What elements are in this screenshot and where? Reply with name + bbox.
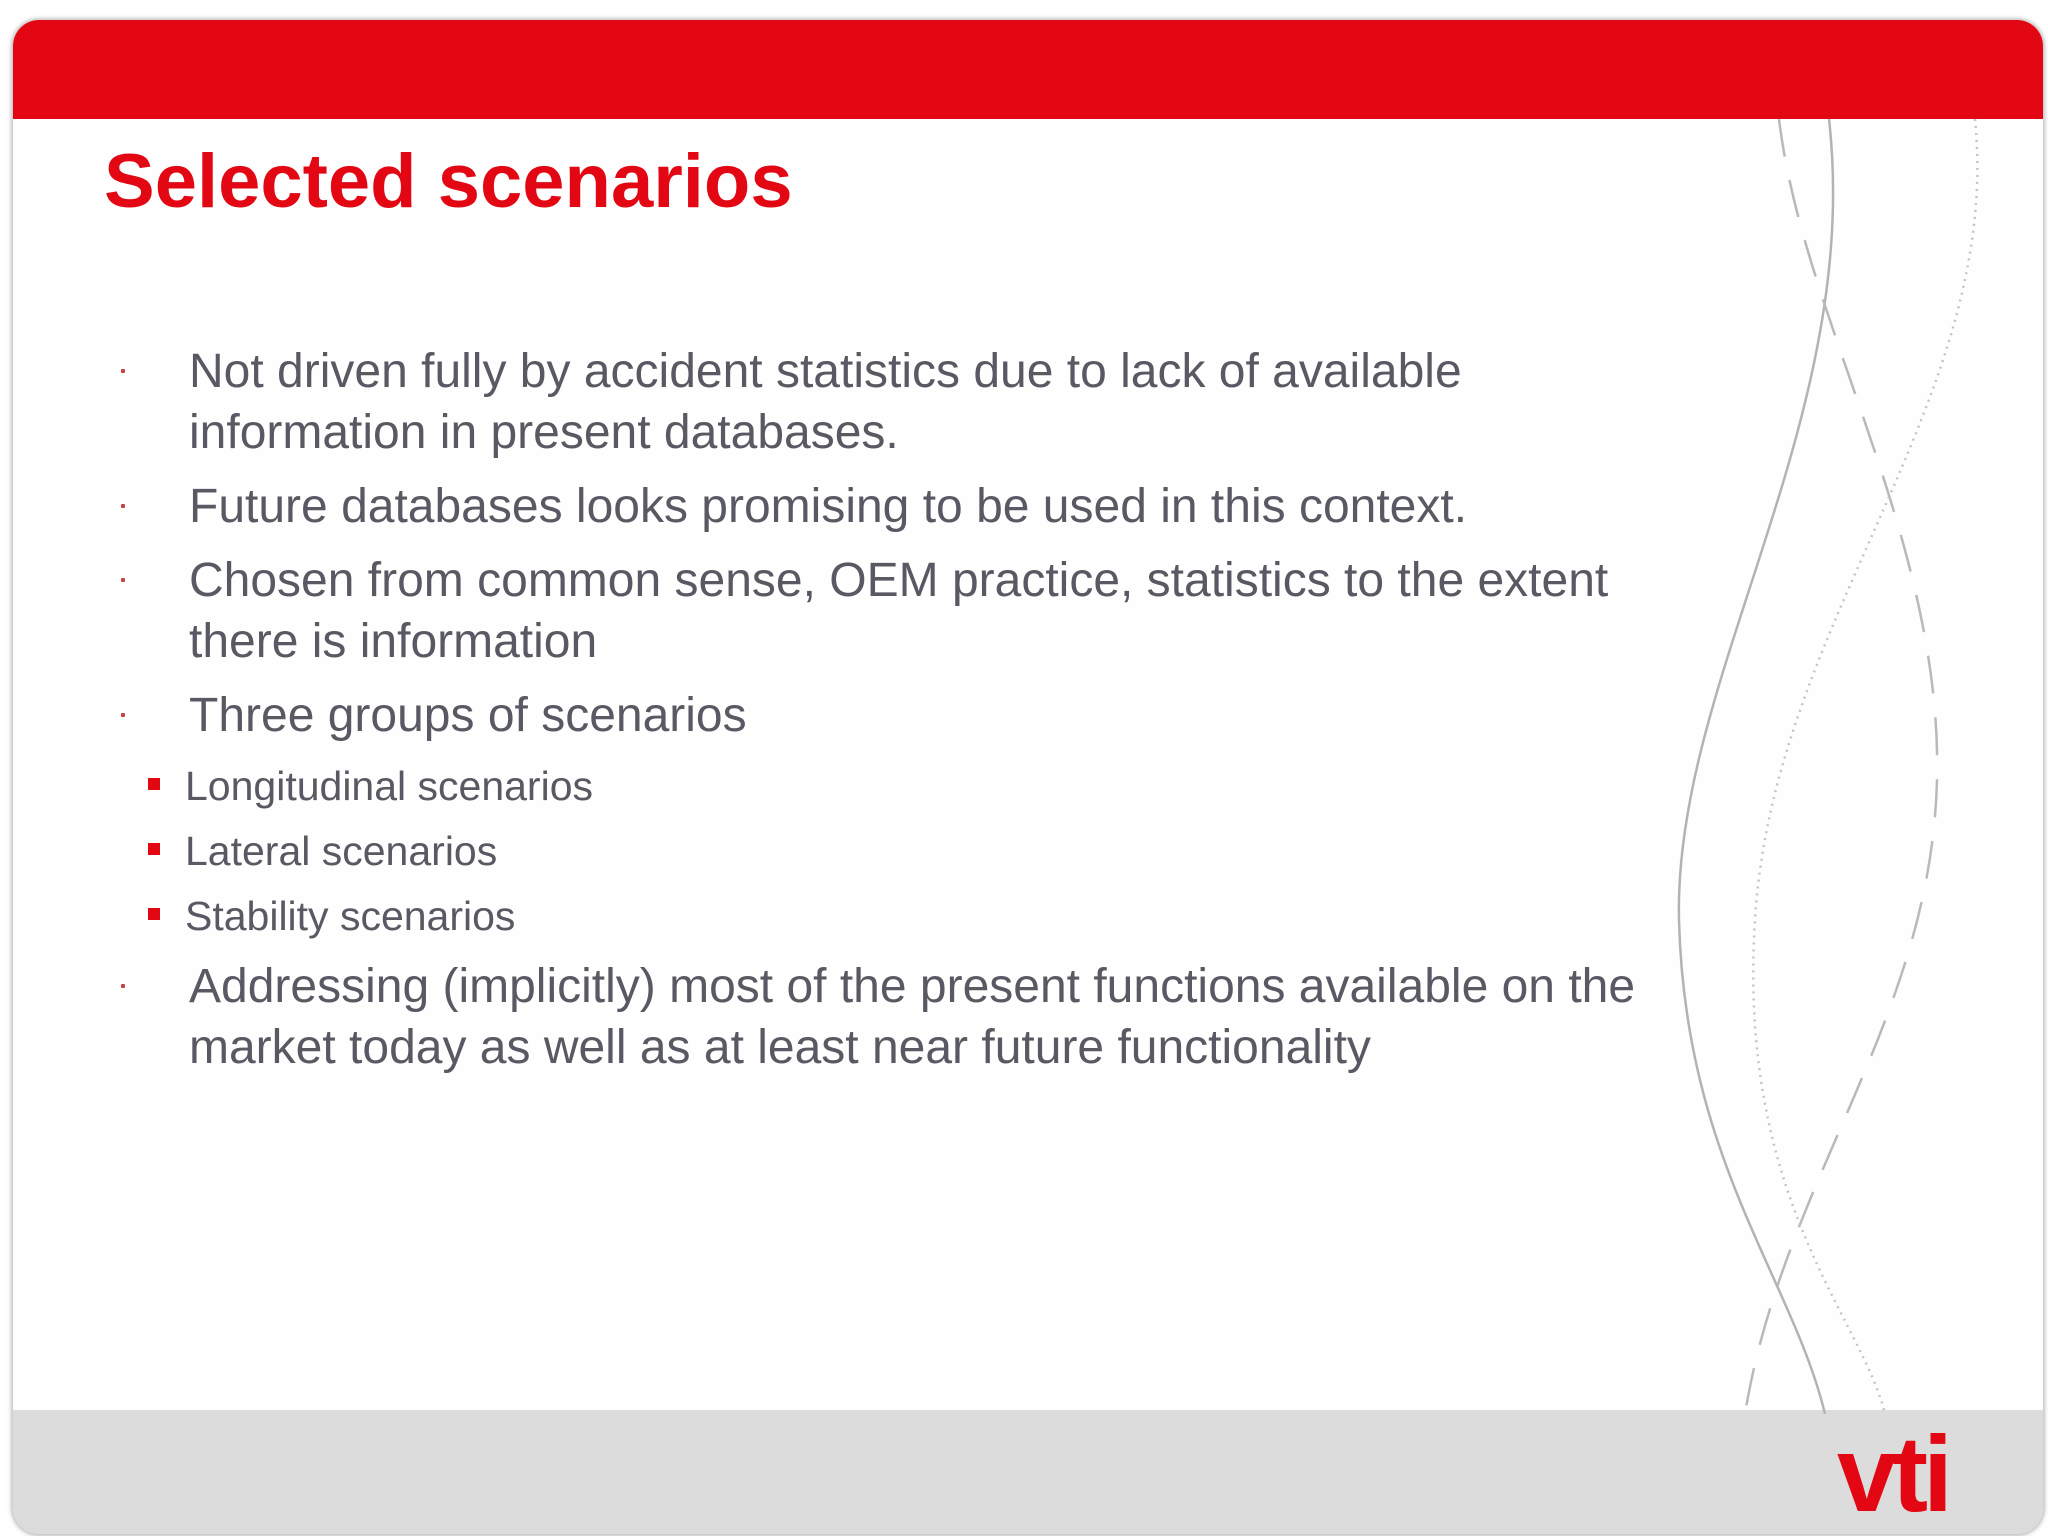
bullet-dot-icon — [121, 369, 125, 373]
red-square-bullet-icon — [148, 843, 160, 855]
red-square-bullet-icon — [148, 778, 160, 790]
bullet-dot-icon — [121, 578, 125, 582]
red-square-bullet-icon — [148, 908, 160, 920]
vti-logo: vti — [1837, 1413, 1949, 1534]
bullet-list — [13, 20, 2043, 1534]
bullet-text: Future databases looks promising to be used in this context. — [189, 480, 1468, 533]
bullet-dot-icon — [121, 984, 125, 988]
bullet-dot-icon — [121, 713, 125, 717]
slide — [13, 20, 2043, 1534]
slide-title: Selected scenarios — [104, 139, 793, 224]
sub-bullet-text: Lateral scenarios — [185, 828, 498, 874]
sub-bullet-text: Stability scenarios — [185, 893, 516, 939]
sub-bullet-text: Longitudinal scenarios — [185, 763, 593, 809]
bullet-text: Not driven fully by accident statistics due to lack of available information in present databases. — [189, 345, 1462, 459]
bullet-dot-icon — [121, 504, 125, 508]
bullet-text: Addressing (implicitly) most of the present functions available on the market today as well as at least near future functionality — [189, 960, 1636, 1074]
bullet-text: Chosen from common sense, OEM practice, statistics to the extent there is information — [189, 554, 1609, 668]
bullet-text: Three groups of scenarios — [189, 689, 747, 742]
